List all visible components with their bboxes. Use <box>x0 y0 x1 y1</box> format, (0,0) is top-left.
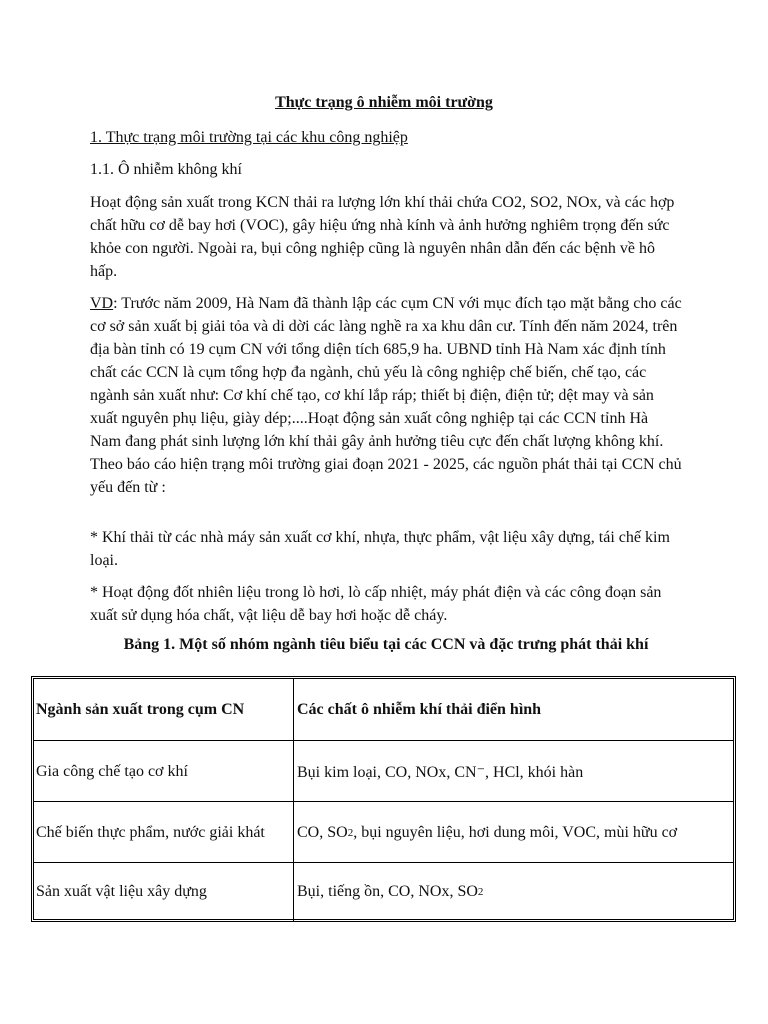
table-header-row <box>34 679 733 740</box>
pollutants-text: CO, SO <box>297 823 348 841</box>
table-cell-sector: Gia công chế tạo cơ khí <box>36 762 188 780</box>
example-paragraph <box>90 292 682 499</box>
table-header-cell: Các chất ô nhiễm khí thải điển hình <box>293 679 733 740</box>
table-row <box>34 740 733 802</box>
table-caption: Bảng 1. Một số nhóm ngành tiêu biểu tại các CCN và đặc trưng phát thải khí <box>123 636 649 653</box>
table-header-cell: Ngành sản xuất trong cụm CN <box>36 700 245 718</box>
table-row <box>34 862 733 921</box>
pollutants-text: Bụi, tiếng ồn, CO, NOx, SO <box>297 883 478 900</box>
table-cell-pollutants: Bụi, tiếng ồn, CO, NOx, SO 2 <box>293 863 733 921</box>
paragraph: Hoạt động sản xuất trong KCN thải ra lượng lớn khí thải chứa CO2, SO2, NOx, và các hợp chất hữu cơ dễ bay hơi (VOC), gây hiệu ứng nhà kính và ảnh hưởng nghiêm trọng đến sức khỏe con người. Ngoài ra, bụi công nghiệp cũng là nguyên nhân dẫn đến các bệnh về hô hấp. <box>90 194 675 280</box>
table-cell-pollutants: Bụi kim loại, CO, NOx, CN⁻, HCl, khói hàn <box>293 741 733 802</box>
page-title: Thực trạng ô nhiễm môi trường <box>275 94 493 111</box>
bullet-item: * Khí thải từ các nhà máy sản xuất cơ khí, nhựa, thực phẩm, vật liệu xây dựng, tái chế kim loại. <box>90 529 670 569</box>
table-row <box>34 801 733 863</box>
emissions-table <box>31 676 736 922</box>
table-cell-sector: Sản xuất vật liệu xây dựng <box>36 883 207 900</box>
example-text: : Trước năm 2009, Hà Nam đã thành lập các cụm CN với mục đích tạo mặt bằng cho các cơ sở sản xuất bị giải tỏa và di dời các làng nghề ra xa khu dân cư. Tính đến năm 2024, trên địa bàn tỉnh có 19 cụm CN với tổng diện tích 685,9 ha. UBND tỉnh Hà Nam xác định tính chất các CCN là cụm tổng hợp đa ngành, chủ yếu là công nghiệp chế biến, chế tạo, các ngành sản xuất như: Cơ khí chế tạo, cơ khí lắp ráp; thiết bị điện, điện tử; dệt may và sản xuất nguyên phụ liệu, giày dép;....Hoạt động sản xuất công nghiệp tại các CCN tỉnh Hà Nam đang phát sinh lượng lớn khí thải gây ảnh hưởng tiêu cực đến chất lượng không khí. Theo báo cáo hiện trạng môi trường giai đoạn 2021 - 2025, các nguồn phát thải tại CCN chủ yếu đến từ : <box>90 295 682 496</box>
subsection-heading: 1.1. Ô nhiễm không khí <box>90 161 242 178</box>
pollutants-text: , bụi nguyên liệu, hơi dung môi, VOC, mùi hữu cơ <box>353 823 678 841</box>
section-heading: 1. Thực trạng môi trường tại các khu công nghiệp <box>90 129 408 146</box>
bullet-item: * Hoạt động đốt nhiên liệu trong lò hơi, lò cấp nhiệt, máy phát điện và các công đoạn sản xuất sử dụng hóa chất, vật liệu dễ bay hơi hoặc dễ cháy. <box>90 584 662 624</box>
table-cell-sector: Chế biến thực phẩm, nước giải khát <box>36 823 265 841</box>
table-cell-pollutants: CO, SO 2 , bụi nguyên liệu, hơi dung môi, VOC, mùi hữu cơ <box>293 802 733 863</box>
example-label: VD <box>90 295 114 312</box>
